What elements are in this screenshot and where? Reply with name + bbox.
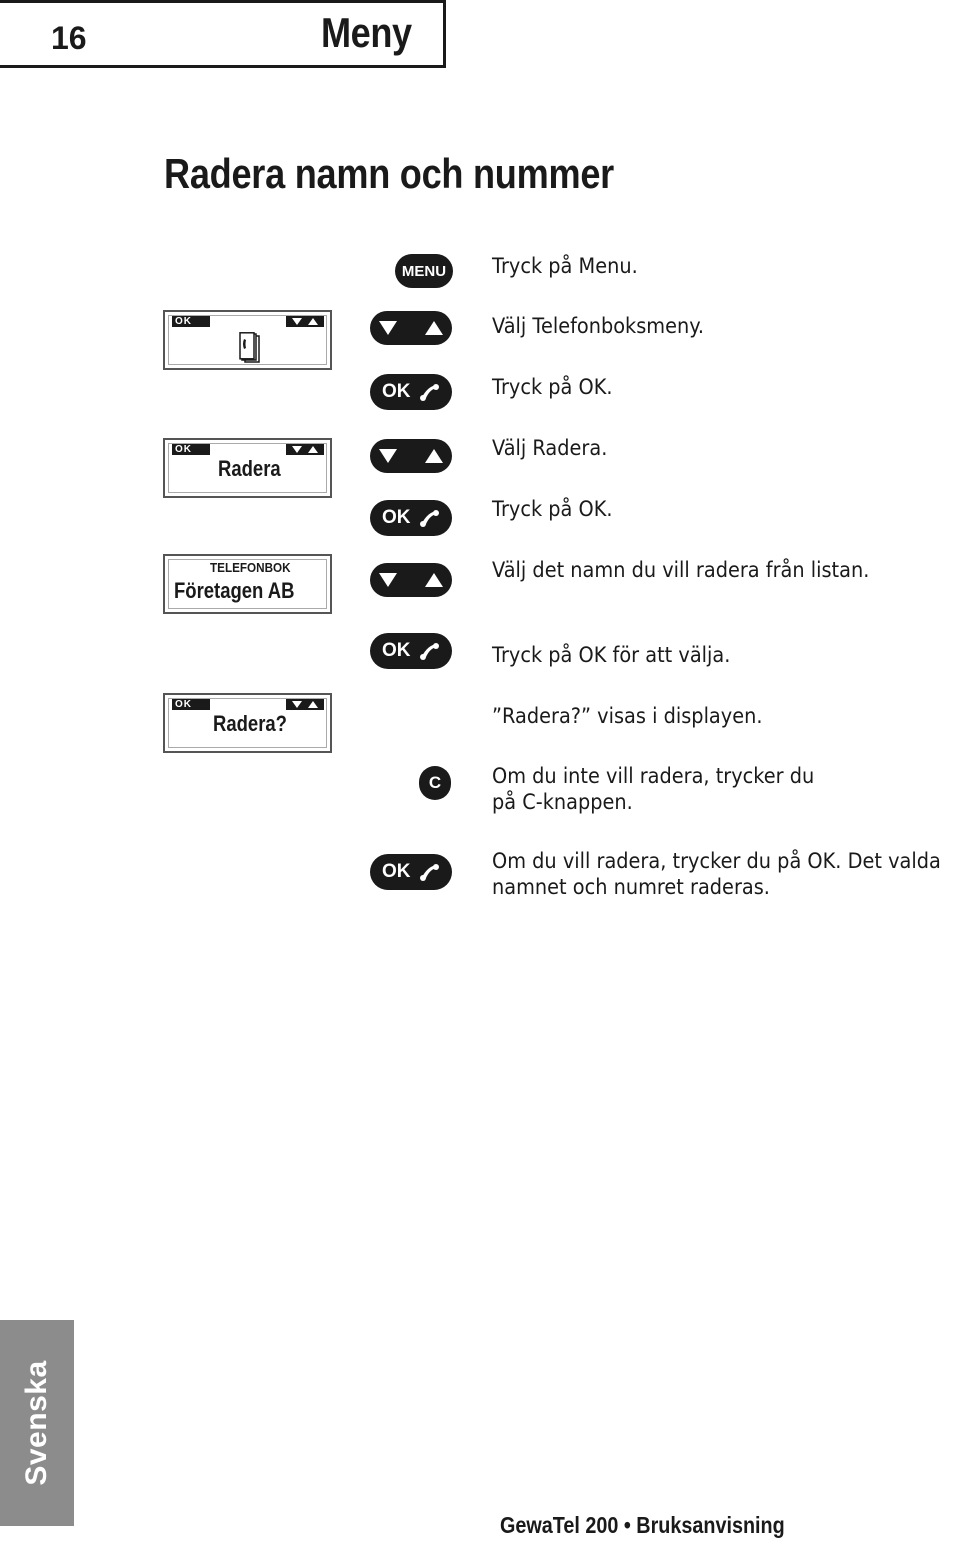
step-10-line-1: Om du vill radera, trycker du på OK. Det valda (492, 849, 941, 873)
step-9-line-1: Om du inte vill radera, trycker du (492, 764, 815, 788)
display-text: Företagen AB (174, 578, 295, 603)
nav-arrows-key-icon (370, 563, 452, 597)
section-title: Radera namn och nummer (164, 150, 614, 197)
step-7-text: Tryck på OK för att välja. (492, 643, 731, 667)
display-ok-indicator: OK (172, 316, 210, 327)
page-heading: Meny (321, 9, 412, 56)
ok-key-label: OK (382, 381, 411, 402)
display-ok-indicator: OK (172, 444, 210, 455)
phone-handset-icon (418, 862, 440, 882)
nav-arrows-key-icon (370, 311, 452, 345)
display-arrows-icon (286, 699, 324, 710)
display-header: TELEFONBOK (210, 560, 291, 575)
display-arrows-icon (286, 444, 324, 455)
page-header (0, 0, 446, 68)
menu-key-icon (395, 254, 453, 288)
ok-key-icon (370, 633, 452, 669)
phone-handset-icon (418, 382, 440, 402)
display-phonebook (163, 310, 332, 370)
step-5-text: Tryck på OK. (492, 497, 613, 521)
page-number: 16 (51, 20, 87, 56)
ok-key-icon (370, 854, 452, 890)
footer: GewaTel 200 • Bruksanvisning (500, 1512, 785, 1538)
c-key-label: C (428, 773, 442, 792)
step-4-text: Välj Radera. (492, 436, 608, 460)
display-arrows-icon (286, 316, 324, 327)
step-10-line-2: namnet och numret raderas. (492, 875, 770, 899)
phone-handset-icon (418, 508, 440, 528)
language-tab-label: Svenska (20, 1360, 53, 1486)
display-contact (163, 554, 332, 614)
step-8-text: ”Radera?” visas i displayen. (492, 704, 763, 728)
display-text: Radera (218, 456, 281, 481)
display-ok-indicator: OK (172, 699, 210, 710)
ok-key-label: OK (382, 640, 411, 661)
ok-key-icon (370, 374, 452, 410)
nav-arrows-key-icon (370, 439, 452, 473)
c-key-icon (419, 766, 451, 800)
display-text: Radera? (213, 711, 287, 736)
ok-key-label: OK (382, 861, 411, 882)
step-6-text: Välj det namn du vill radera från listan. (492, 558, 870, 582)
step-9-text (492, 763, 814, 815)
ok-key-icon (370, 500, 452, 536)
phone-handset-icon (418, 641, 440, 661)
display-radera (163, 438, 332, 498)
menu-key-label: MENU (401, 262, 447, 280)
step-3-text: Tryck på OK. (492, 375, 613, 399)
step-1-text: Tryck på Menu. (492, 254, 638, 278)
ok-key-label: OK (382, 507, 411, 528)
step-9-line-2: på C-knappen. (492, 790, 633, 814)
language-tab (0, 1320, 74, 1526)
display-confirm (163, 693, 332, 753)
step-2-text: Välj Telefonboksmeny. (492, 314, 705, 338)
phonebook-icon (239, 332, 261, 364)
step-10-text (492, 848, 941, 900)
